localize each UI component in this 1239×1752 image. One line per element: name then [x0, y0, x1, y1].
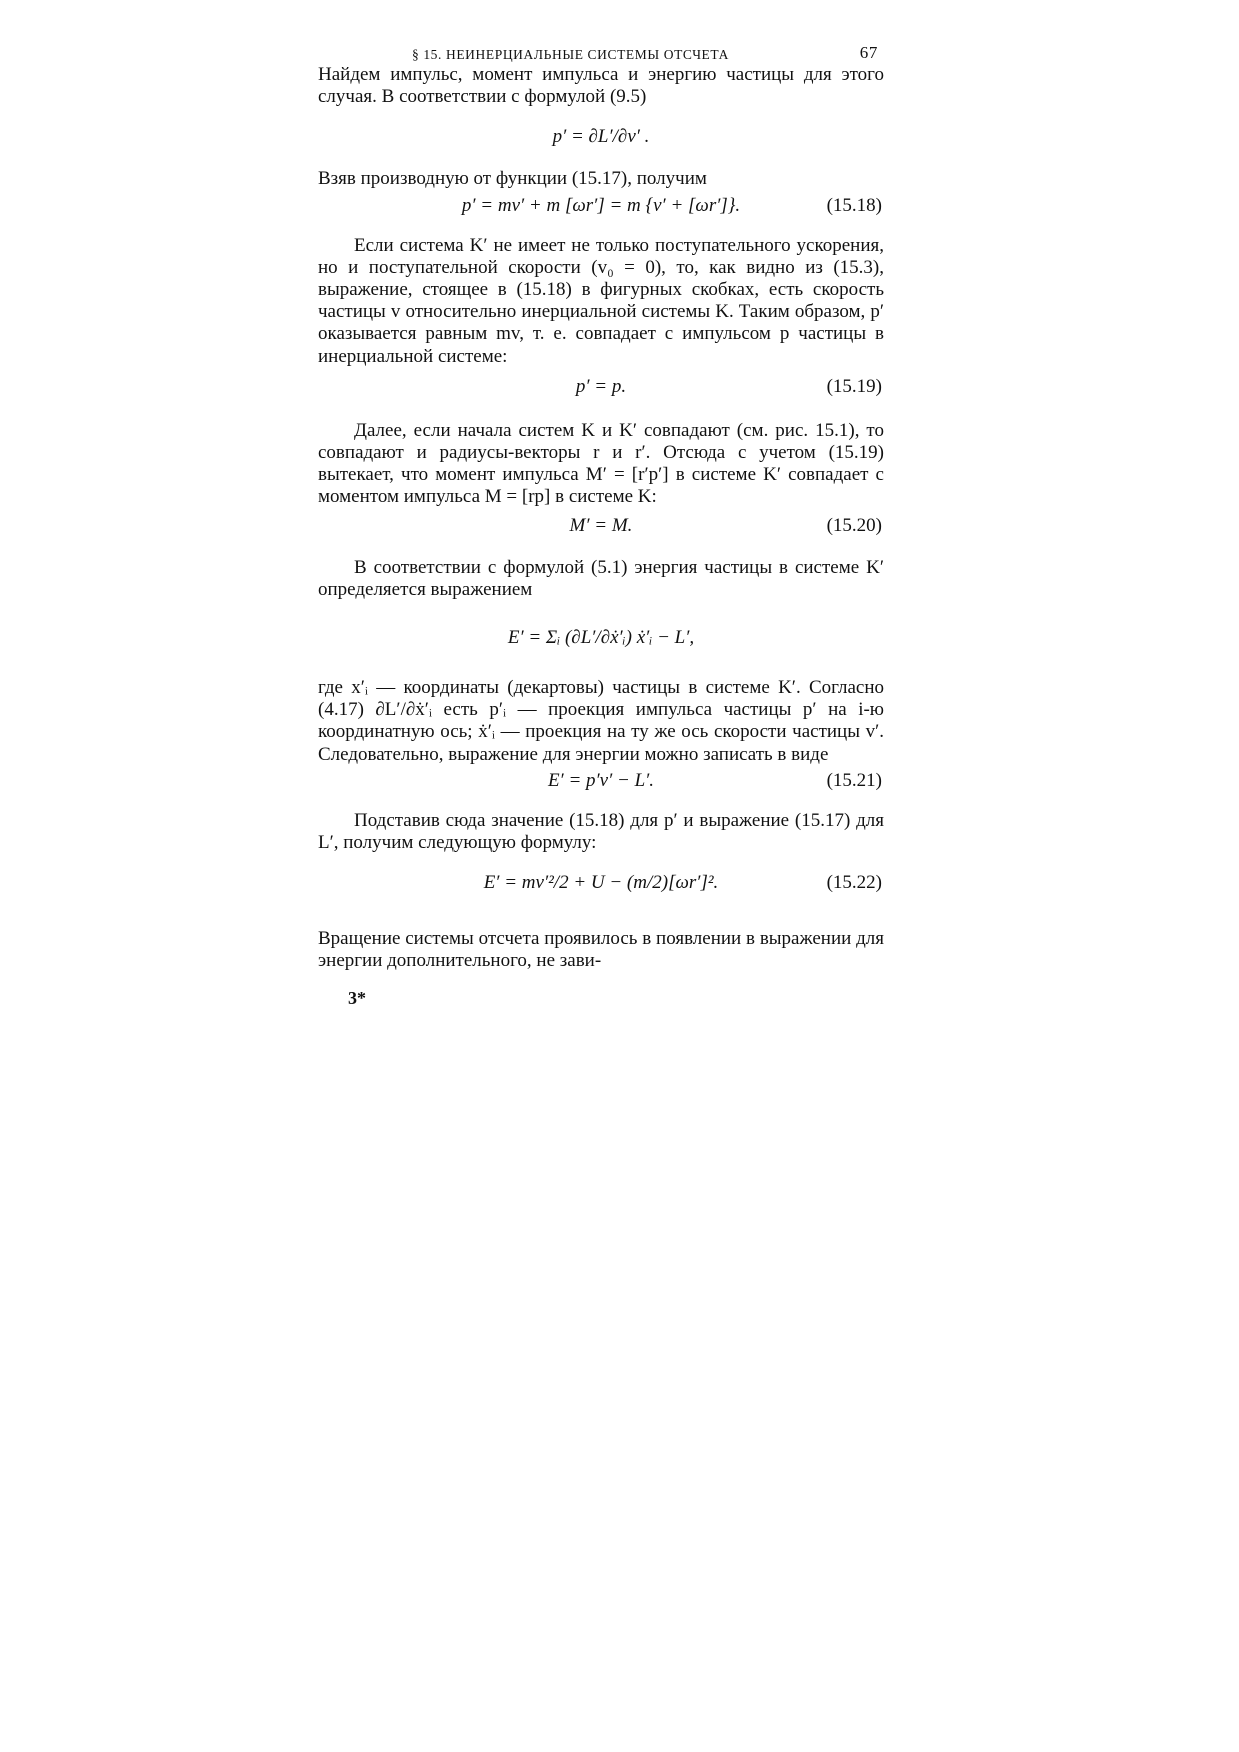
equation-number: (15.21) — [826, 769, 882, 791]
running-header — [318, 40, 884, 64]
paragraph-angular-momentum: Далее, если начала систем K и K′ совпадают (см. рис. 15.1), то совпадают и радиусы-векторы r и r′. Отсюда с учетом (15.19) вытекает, что момент импульса M′ = [r′p′] в системе K′ совпадает с моментом импульса M = [rp] в системе K: — [318, 419, 884, 508]
equation-energy-sum — [318, 609, 884, 669]
paragraph-momentum: Если система K′ не имеет не только поступательного ускорения, но и поступательной скорости (v₀ = 0), то, как видно из (15.3), выражение, стоящее в (15.18) в фигурных скобках, есть скорость частицы v относительно инерциальной системы K. Таким образом, p′ оказывается равным mv, т. е. совпадает с импульсом p частицы в инерциальной системе: — [318, 234, 884, 367]
equation-expression: M′ = M. — [569, 514, 633, 536]
equation-expression: E′ = Σᵢ (∂L′/∂ẋ′ᵢ) ẋ′ᵢ − L′, — [507, 627, 695, 649]
page-number: 67 — [859, 43, 878, 62]
book-page — [318, 40, 884, 1009]
paragraph-rotation: Вращение системы отсчета проявилось в появлении в выражении для энергии дополнительного, не зави- — [318, 928, 884, 972]
equation-expression: p′ = mv′ + m [ωr′] = m {v′ + [ωr′]}. — [461, 194, 741, 216]
equation-15-22 — [318, 860, 884, 908]
paragraph-energy: В соответствии с формулой (5.1) энергия частицы в системе K′ определяется выражением — [318, 556, 884, 600]
equation-number: (15.22) — [826, 872, 882, 894]
equation-expression: p′ = ∂L′/∂v′ . — [552, 126, 650, 148]
section-title: § 15. НЕИНЕРЦИАЛЬНЫЕ СИСТЕМЫ ОТСЧЕТА — [412, 47, 729, 62]
paragraph-derivative: Взяв производную от функции (15.17), получим — [318, 168, 707, 190]
paragraph-intro: Найдем импульс, момент импульса и энергию частицы для этого случая. В соответствии с формулой (9.5) — [318, 64, 884, 108]
equation-15-19 — [318, 374, 884, 400]
paragraph-substitution: Подставив сюда значение (15.18) для p′ и выражение (15.17) для L′, получим следующую формулу: — [318, 809, 884, 854]
equation-expression: p′ = p. — [575, 375, 627, 397]
paragraph-coordinates: где x′ᵢ — координаты (декартовы) частицы в системе K′. Согласно (4.17) ∂L′/∂ẋ′ᵢ есть p′ᵢ — проекция импульса частицы p′ на i-ю координатную ось; ẋ′ᵢ — проекция на ту же ось скорости частицы v′. Следовательно, выражение для энергии можно записать в виде — [318, 677, 884, 765]
equation-number: (15.20) — [826, 514, 882, 536]
equation-momentum-derivative — [318, 114, 884, 162]
equation-15-20 — [318, 513, 884, 539]
equation-expression: E′ = mv′²/2 + U − (m/2)[ωr′]². — [483, 872, 719, 894]
signature-mark: 3* — [348, 987, 366, 1008]
equation-15-18 — [318, 193, 884, 219]
equation-expression: E′ = p′v′ − L′. — [547, 769, 655, 791]
equation-number: (15.18) — [826, 194, 882, 216]
equation-15-21 — [318, 768, 884, 794]
equation-number: (15.19) — [826, 375, 882, 397]
